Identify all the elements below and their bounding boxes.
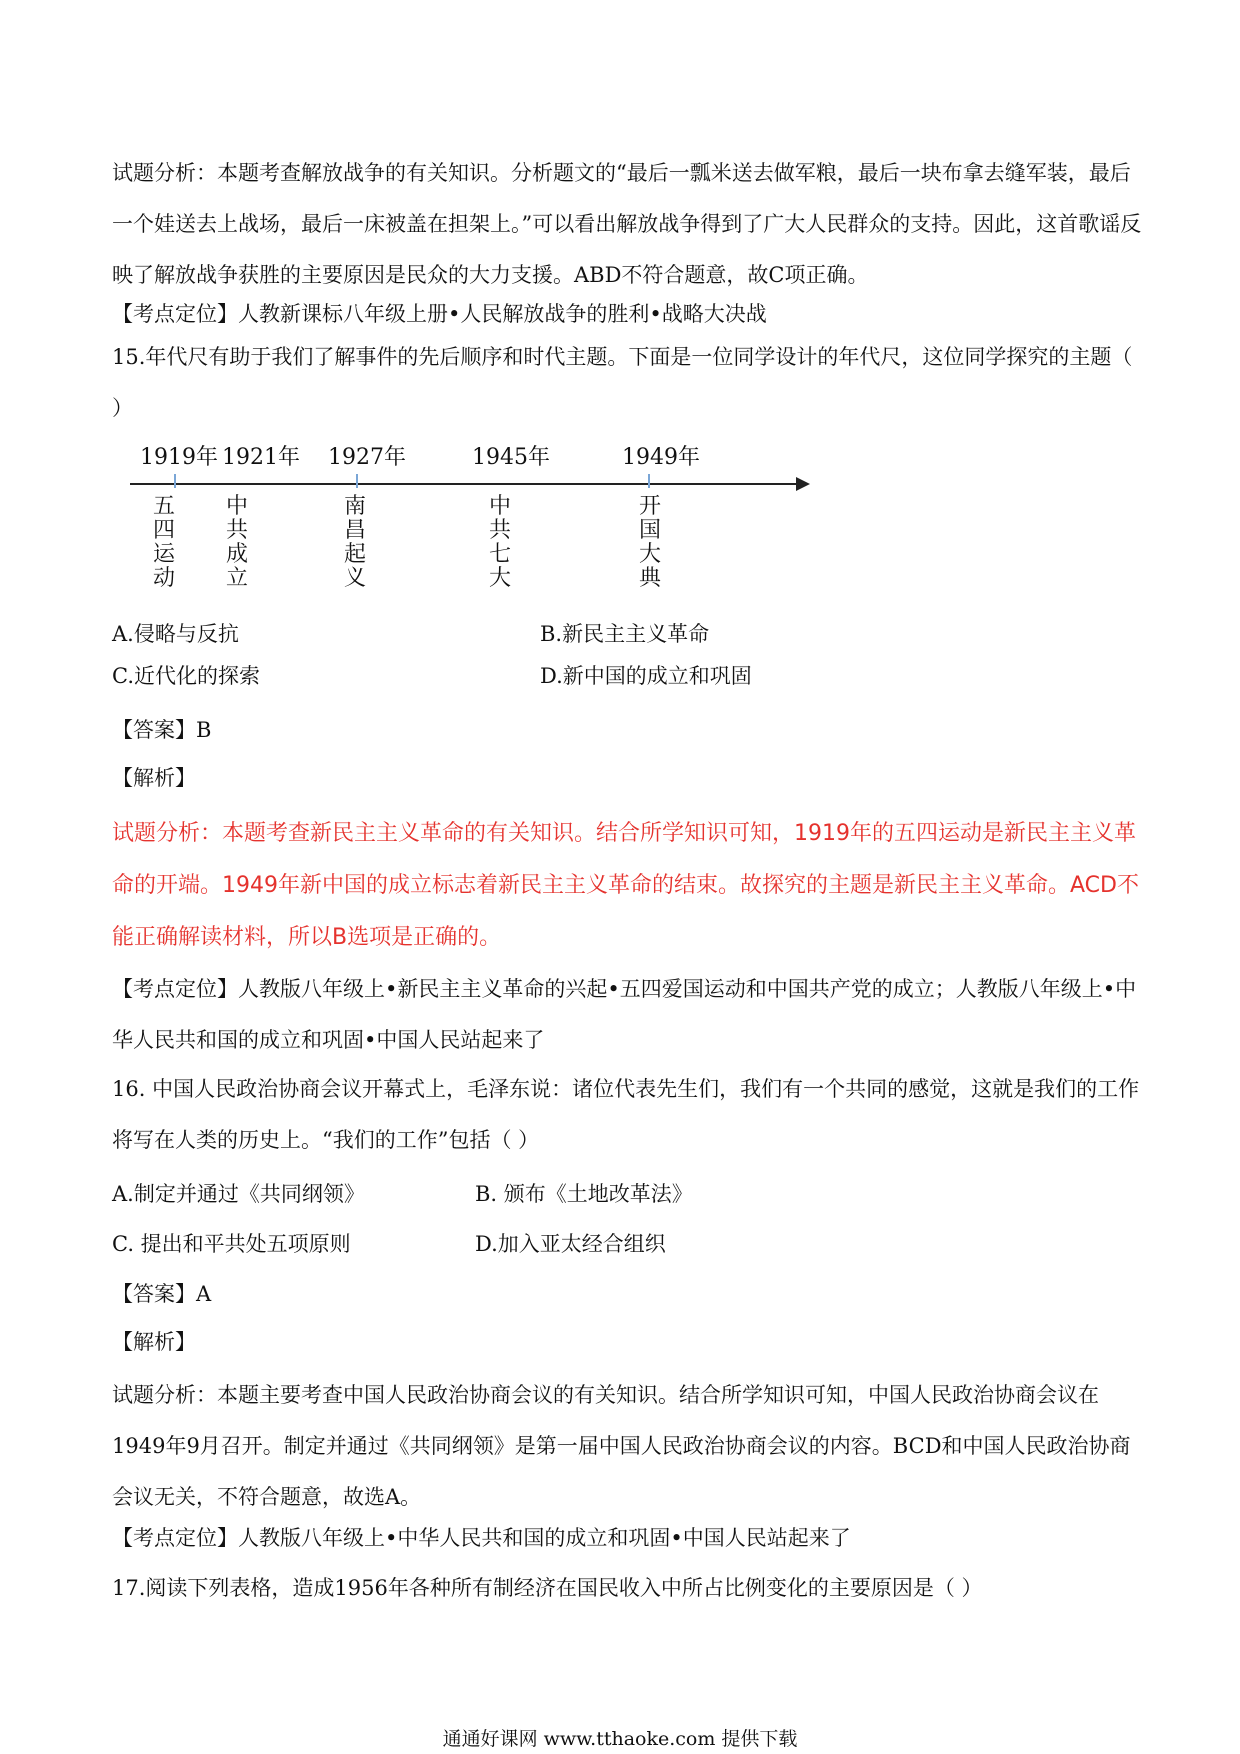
timeline-tick bbox=[356, 474, 358, 488]
q15-analysis: 试题分析：本题考查新民主主义革命的有关知识。结合所学知识可知，1919年的五四运动是新民主主义革命的开端。1949年新中国的成立标志着新民主主义革命的结束。故探究的主题是新民主主义革命。ACD不能正确解读材料，所以B选项是正确的。 bbox=[112, 821, 1139, 950]
q16-question: 16. 中国人民政治协商会议开幕式上，毛泽东说：诸位代表先生们，我们有一个共同的感觉，这就是我们的工作将写在人类的历史上。“我们的工作”包括（ ） bbox=[112, 1077, 1140, 1152]
timeline-year: 1945年 bbox=[472, 445, 550, 470]
timeline-event: 五四运动 bbox=[152, 494, 175, 591]
timeline-event: 南昌起义 bbox=[343, 494, 366, 591]
q16-jiexi: 【解析】 bbox=[112, 1330, 196, 1354]
q16-option-d: D.加入亚太经合组织 bbox=[475, 1232, 666, 1256]
timeline-arrow-icon bbox=[796, 477, 810, 491]
q17-question: 17.阅读下列表格，造成1956年各种所有制经济在国民收入中所占比例变化的主要原因是（ ） bbox=[112, 1576, 983, 1600]
q16-option-c: C. 提出和平共处五项原则 bbox=[112, 1232, 351, 1256]
q16-kaodian: 【考点定位】人教版八年级上•中华人民共和国的成立和巩固•中国人民站起来了 bbox=[112, 1526, 851, 1550]
q15-jiexi: 【解析】 bbox=[112, 766, 196, 790]
q15-answer: 【答案】B bbox=[112, 718, 212, 742]
q16-option-b: B. 颁布《土地改革法》 bbox=[475, 1182, 693, 1206]
timeline-ruler bbox=[120, 440, 820, 600]
timeline-year: 1949年 bbox=[622, 445, 700, 470]
q16-answer: 【答案】A bbox=[112, 1282, 212, 1306]
q16-option-a: A.制定并通过《共同纲领》 bbox=[112, 1182, 365, 1206]
timeline-year: 1921年 bbox=[222, 445, 300, 470]
timeline-year: 1927年 bbox=[328, 445, 406, 470]
q15-option-d: D.新中国的成立和巩固 bbox=[540, 664, 752, 688]
q14-analysis: 试题分析：本题考查解放战争的有关知识。分析题文的“最后一瓢米送去做军粮，最后一块布拿去缝军装，最后一个娃送去上战场，最后一床被盖在担架上。”可以看出解放战争得到了广大人民群众的支持。因此，这首歌谣反映了解放战争获胜的主要原因是民众的大力支援。ABD不符合题意，故C项正确。 bbox=[112, 161, 1142, 287]
timeline-tick bbox=[174, 474, 176, 488]
timeline-year: 1919年 bbox=[140, 445, 218, 470]
timeline-axis bbox=[130, 483, 800, 485]
q15-option-b: B.新民主主义革命 bbox=[540, 622, 710, 646]
q15-kaodian: 【考点定位】人教版八年级上•新民主主义革命的兴起•五四爱国运动和中国共产党的成立；人教版八年级上•中华人民共和国的成立和巩固•中国人民站起来了 bbox=[112, 977, 1137, 1052]
q16-analysis: 试题分析：本题主要考查中国人民政治协商会议的有关知识。结合所学知识可知，中国人民政治协商会议在1949年9月召开。制定并通过《共同纲领》是第一届中国人民政治协商会议的内容。BCD和中国人民政治协商会议无关，不符合题意，故选A。 bbox=[112, 1383, 1131, 1509]
page-footer: 通通好课网 www.tthaoke.com 提供下载 bbox=[442, 1728, 798, 1750]
timeline-event: 开国大典 bbox=[638, 494, 661, 591]
timeline-event: 中共成立 bbox=[225, 494, 248, 591]
q15-question: 15.年代尺有助于我们了解事件的先后顺序和时代主题。下面是一位同学设计的年代尺，这位同学探究的主题（ ） bbox=[112, 345, 1133, 420]
timeline-tick bbox=[648, 474, 650, 488]
q15-option-a: A.侵略与反抗 bbox=[112, 622, 239, 646]
q14-kaodian: 【考点定位】人教新课标八年级上册•人民解放战争的胜利•战略大决战 bbox=[112, 302, 767, 326]
q15-option-c: C.近代化的探索 bbox=[112, 664, 260, 688]
timeline-event: 中共七大 bbox=[488, 494, 511, 591]
